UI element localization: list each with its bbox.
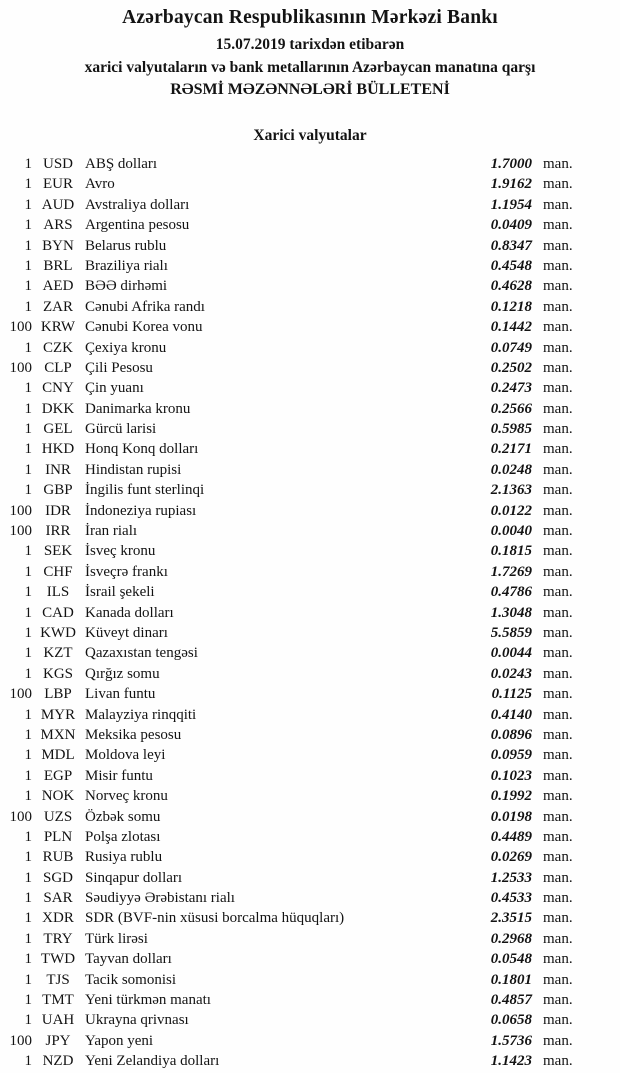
rate-value-cell: 1.3048 — [490, 604, 532, 621]
currency-code-cell: SGD — [42, 869, 73, 886]
currency-name-cell: Türk lirəsi — [85, 930, 148, 947]
currency-name-cell: Sinqapur dolları — [85, 869, 183, 886]
currency-name-cell: Argentina pesosu — [85, 217, 190, 234]
unit-cell: man. — [543, 604, 573, 621]
currency-name-cell: Qırğız somu — [85, 665, 160, 682]
currency-name-cell: Küveyt dinarı — [85, 624, 168, 641]
quantity-cell: 1 — [24, 461, 32, 478]
rate-value-cell: 1.7000 — [490, 156, 532, 172]
rate-value-cell: 0.0198 — [490, 808, 532, 825]
unit-cell: man. — [543, 910, 573, 927]
rate-row — [0, 888, 580, 908]
quantity-cell: 1 — [24, 849, 32, 866]
rate-row — [0, 725, 580, 745]
quantity-cell: 1 — [24, 1012, 32, 1029]
rate-row — [0, 297, 580, 317]
currency-name-cell: Avstraliya dolları — [85, 196, 190, 213]
quantity-cell: 1 — [24, 217, 32, 234]
currency-name-cell: Gürcü larisi — [85, 421, 157, 438]
rate-value-cell: 0.1992 — [490, 788, 532, 805]
currency-code-cell: INR — [45, 461, 71, 478]
rate-value-cell: 0.2566 — [490, 400, 532, 417]
rate-row — [0, 256, 580, 276]
currency-code-cell: CLP — [44, 359, 72, 376]
unit-cell: man. — [543, 828, 573, 845]
unit-cell: man. — [543, 523, 573, 540]
rate-row — [0, 1010, 580, 1030]
quantity-cell: 1 — [24, 400, 32, 417]
rate-value-cell: 0.1125 — [491, 686, 532, 703]
quantity-cell: 100 — [9, 686, 32, 703]
quantity-cell: 1 — [24, 237, 32, 254]
unit-cell: man. — [543, 1053, 573, 1070]
unit-cell: man. — [543, 237, 573, 254]
rate-value-cell: 0.0044 — [490, 645, 532, 662]
quantity-cell: 1 — [24, 971, 32, 988]
rate-value-cell: 1.7269 — [490, 563, 532, 580]
currency-code-cell: AUD — [41, 196, 75, 213]
unit-cell: man. — [543, 156, 573, 172]
currency-code-cell: UAH — [41, 1012, 75, 1029]
rate-row — [0, 154, 580, 174]
currency-code-cell: SEK — [43, 543, 73, 560]
quantity-cell: 1 — [24, 156, 32, 172]
currency-code-cell: CHF — [43, 563, 73, 580]
currency-name-cell: Qazaxıstan tengəsi — [85, 645, 198, 662]
currency-name-cell: Misir funtu — [85, 767, 153, 784]
rate-row — [0, 358, 580, 378]
currency-code-cell: EUR — [43, 176, 73, 193]
currency-name-cell: SDR (BVF-nin xüsusi borcalma hüquqları) — [85, 910, 345, 927]
rate-value-cell: 0.4533 — [490, 890, 532, 907]
unit-cell: man. — [543, 421, 573, 438]
quantity-cell: 1 — [24, 196, 32, 213]
unit-cell: man. — [543, 890, 573, 907]
unit-cell: man. — [543, 196, 573, 213]
rate-value-cell: 0.5985 — [490, 421, 532, 438]
rate-row — [0, 460, 580, 480]
rate-row — [0, 501, 580, 521]
unit-cell: man. — [543, 624, 573, 641]
document-header — [0, 0, 620, 99]
currency-code-cell: TWD — [40, 951, 76, 968]
currency-name-cell: Honq Konq dolları — [85, 441, 199, 458]
currency-code-cell: BRL — [43, 257, 73, 274]
rate-value-cell: 0.0040 — [490, 523, 532, 540]
rates-table — [0, 154, 620, 1072]
currency-code-cell: GEL — [43, 421, 73, 438]
currency-code-cell: IRR — [45, 523, 71, 540]
unit-cell: man. — [543, 726, 573, 743]
rate-value-cell: 5.5859 — [490, 624, 532, 641]
quantity-cell: 1 — [24, 951, 32, 968]
currency-code-cell: UZS — [43, 808, 73, 825]
rate-row — [0, 276, 580, 296]
currency-code-cell: KZT — [43, 645, 73, 662]
rate-row — [0, 827, 580, 847]
rate-value-cell: 1.1423 — [490, 1053, 532, 1070]
rate-value-cell: 1.9162 — [490, 176, 532, 193]
quantity-cell: 1 — [24, 278, 32, 295]
rate-value-cell: 0.2968 — [490, 930, 532, 947]
currency-code-cell: ILS — [46, 584, 70, 601]
rate-value-cell: 0.2502 — [490, 359, 532, 376]
currency-code-cell: IDR — [45, 502, 71, 519]
currency-name-cell: Malayziya rinqqiti — [85, 706, 197, 723]
unit-cell: man. — [543, 849, 573, 866]
unit-cell: man. — [543, 278, 573, 295]
rate-row — [0, 582, 580, 602]
quantity-cell: 100 — [9, 1032, 32, 1049]
currency-name-cell: Çin yuanı — [85, 380, 144, 397]
rate-row — [0, 664, 580, 684]
rate-value-cell: 0.1815 — [490, 543, 532, 560]
rate-value-cell: 0.8347 — [490, 237, 532, 254]
quantity-cell: 1 — [24, 665, 32, 682]
rate-value-cell: 0.4628 — [490, 278, 532, 295]
currency-code-cell: TJS — [46, 971, 70, 988]
unit-cell: man. — [543, 767, 573, 784]
rate-row — [0, 929, 580, 949]
currency-code-cell: RUB — [42, 849, 74, 866]
rate-row — [0, 399, 580, 419]
currency-code-cell: GBP — [43, 482, 73, 499]
unit-cell: man. — [543, 645, 573, 662]
unit-cell: man. — [543, 461, 573, 478]
currency-code-cell: MDL — [41, 747, 75, 764]
currency-name-cell: Yapon yeni — [85, 1032, 154, 1049]
rate-row — [0, 868, 580, 888]
currency-name-cell: Tayvan dolları — [85, 951, 172, 968]
rate-value-cell: 0.0749 — [490, 339, 532, 356]
currency-name-cell: İsveçrə frankı — [85, 563, 168, 580]
currency-code-cell: CAD — [42, 604, 74, 621]
unit-cell: man. — [543, 584, 573, 601]
rate-value-cell: 0.0243 — [490, 665, 532, 682]
rate-value-cell: 0.2171 — [490, 441, 532, 458]
currency-name-cell: Səudiyyə Ərəbistanı rialı — [85, 890, 235, 907]
unit-cell: man. — [543, 217, 573, 234]
quantity-cell: 1 — [24, 176, 32, 193]
rate-value-cell: 0.4857 — [490, 992, 532, 1009]
rate-value-cell: 0.0122 — [490, 502, 532, 519]
currency-name-cell: Meksika pesosu — [85, 726, 182, 743]
rate-row — [0, 603, 580, 623]
currency-code-cell: MXN — [40, 726, 76, 743]
quantity-cell: 1 — [24, 747, 32, 764]
currency-name-cell: Cənubi Afrika randı — [85, 298, 205, 315]
rate-row — [0, 970, 580, 990]
unit-cell: man. — [543, 400, 573, 417]
quantity-cell: 1 — [24, 726, 32, 743]
quantity-cell: 1 — [24, 441, 32, 458]
currency-name-cell: BƏƏ dirhəmi — [85, 278, 168, 295]
rate-value-cell: 0.1801 — [490, 971, 532, 988]
currency-name-cell: Çexiya kronu — [85, 339, 167, 356]
effective-date: 15.07.2019 tarixdən etibarən — [215, 36, 405, 53]
quantity-cell: 1 — [24, 930, 32, 947]
rate-row — [0, 949, 580, 969]
currency-name-cell: Kanada dolları — [85, 604, 174, 621]
rate-row — [0, 807, 580, 827]
quantity-cell: 1 — [24, 298, 32, 315]
currency-name-cell: Tacik somonisi — [85, 971, 177, 988]
currency-name-cell: Hindistan rupisi — [85, 461, 182, 478]
currency-name-cell: Cənubi Korea vonu — [85, 319, 203, 336]
currency-name-cell: Livan funtu — [85, 686, 156, 703]
currency-code-cell: ARS — [43, 217, 73, 234]
unit-cell: man. — [543, 319, 573, 336]
rate-value-cell: 0.0409 — [490, 217, 532, 234]
quantity-cell: 1 — [24, 706, 32, 723]
currency-name-cell: İndoneziya rupiası — [85, 502, 197, 519]
rate-value-cell: 1.1954 — [490, 196, 532, 213]
rate-value-cell: 0.4786 — [490, 584, 532, 601]
rate-row — [0, 562, 580, 582]
rate-row — [0, 541, 580, 561]
rate-row — [0, 236, 580, 256]
unit-cell: man. — [543, 339, 573, 356]
quantity-cell: 1 — [24, 604, 32, 621]
currency-code-cell: DKK — [41, 400, 75, 417]
unit-cell: man. — [543, 686, 573, 703]
currency-name-cell: Avro — [85, 176, 115, 193]
unit-cell: man. — [543, 380, 573, 397]
currency-code-cell: USD — [42, 156, 73, 172]
rate-row — [0, 480, 580, 500]
currency-code-cell: HKD — [41, 441, 75, 458]
unit-cell: man. — [543, 951, 573, 968]
rate-value-cell: 0.1023 — [490, 767, 532, 784]
quantity-cell: 100 — [9, 359, 32, 376]
unit-cell: man. — [543, 257, 573, 274]
quantity-cell: 100 — [9, 502, 32, 519]
section-title-foreign-currencies: Xarici valyutalar — [253, 127, 367, 144]
rate-row — [0, 684, 580, 704]
currency-code-cell: CNY — [42, 380, 74, 397]
quantity-cell: 1 — [24, 910, 32, 927]
rate-row — [0, 1031, 580, 1051]
currency-code-cell: TMT — [42, 992, 74, 1009]
unit-cell: man. — [543, 869, 573, 886]
quantity-cell: 1 — [24, 339, 32, 356]
currency-name-cell: Çili Pesosu — [85, 359, 153, 376]
rate-row — [0, 847, 580, 867]
rate-value-cell: 0.0548 — [490, 951, 532, 968]
quantity-cell: 1 — [24, 624, 32, 641]
rate-row — [0, 1051, 580, 1071]
rate-value-cell: 0.0896 — [490, 726, 532, 743]
rate-row — [0, 378, 580, 398]
unit-cell: man. — [543, 176, 573, 193]
rate-row — [0, 643, 580, 663]
currency-code-cell: NZD — [42, 1053, 74, 1070]
currency-name-cell: Danimarka kronu — [85, 400, 191, 417]
currency-name-cell: İngilis funt sterlinqi — [85, 482, 205, 499]
currency-name-cell: Norveç kronu — [85, 788, 168, 805]
unit-cell: man. — [543, 1032, 573, 1049]
quantity-cell: 1 — [24, 828, 32, 845]
currency-code-cell: PLN — [43, 828, 73, 845]
currency-code-cell: KWD — [40, 624, 76, 641]
rate-value-cell: 0.0269 — [490, 849, 532, 866]
currency-name-cell: Braziliya rialı — [85, 257, 168, 274]
rate-value-cell: 0.2473 — [490, 380, 532, 397]
currency-code-cell: KGS — [42, 665, 73, 682]
quantity-cell: 1 — [24, 788, 32, 805]
currency-code-cell: LBP — [44, 686, 72, 703]
quantity-cell: 1 — [24, 645, 32, 662]
rate-value-cell: 0.0959 — [490, 747, 532, 764]
quantity-cell: 1 — [24, 1053, 32, 1070]
rate-value-cell: 0.1442 — [490, 319, 532, 336]
bank-name-title: Azərbaycan Respublikasının Mərkəzi Bankı — [122, 7, 498, 28]
rate-row — [0, 317, 580, 337]
currency-name-cell: Özbək somu — [85, 808, 161, 825]
quantity-cell: 1 — [24, 380, 32, 397]
quantity-cell: 1 — [24, 257, 32, 274]
document-subtitle: xarici valyutaların və bank metallarının Azərbaycan manatına qarşı — [84, 59, 536, 76]
unit-cell: man. — [543, 359, 573, 376]
quantity-cell: 100 — [9, 523, 32, 540]
unit-cell: man. — [543, 1012, 573, 1029]
currency-code-cell: KRW — [40, 319, 76, 336]
currency-name-cell: İsrail şekeli — [85, 584, 155, 601]
currency-code-cell: TRY — [43, 930, 73, 947]
rate-row — [0, 521, 580, 541]
rate-row — [0, 419, 580, 439]
unit-cell: man. — [543, 706, 573, 723]
currency-code-cell: CZK — [43, 339, 73, 356]
currency-code-cell: MYR — [40, 706, 76, 723]
rate-value-cell: 2.1363 — [490, 482, 532, 499]
rate-row — [0, 705, 580, 725]
quantity-cell: 1 — [24, 869, 32, 886]
currency-name-cell: Rusiya rublu — [85, 849, 163, 866]
rate-row — [0, 786, 580, 806]
rate-row — [0, 766, 580, 786]
currency-name-cell: Belarus rublu — [85, 237, 167, 254]
currency-code-cell: SAR — [43, 890, 73, 907]
quantity-cell: 1 — [24, 482, 32, 499]
bulletin-title: RƏSMİ MƏZƏNNƏLƏRİ BÜLLETENİ — [170, 81, 450, 98]
quantity-cell: 1 — [24, 890, 32, 907]
currency-name-cell: İsveç kronu — [85, 543, 156, 560]
currency-code-cell: NOK — [41, 788, 75, 805]
currency-code-cell: BYN — [42, 237, 74, 254]
unit-cell: man. — [543, 502, 573, 519]
rate-value-cell: 1.2533 — [490, 869, 532, 886]
unit-cell: man. — [543, 971, 573, 988]
unit-cell: man. — [543, 930, 573, 947]
quantity-cell: 100 — [9, 319, 32, 336]
rate-value-cell: 1.5736 — [490, 1032, 532, 1049]
unit-cell: man. — [543, 747, 573, 764]
rate-row — [0, 623, 580, 643]
currency-name-cell: Yeni Zelandiya dolları — [85, 1053, 220, 1070]
quantity-cell: 1 — [24, 992, 32, 1009]
rate-value-cell: 0.4140 — [490, 706, 532, 723]
rate-value-cell: 0.0658 — [490, 1012, 532, 1029]
rate-row — [0, 990, 580, 1010]
rate-row — [0, 745, 580, 765]
rate-row — [0, 215, 580, 235]
currency-name-cell: Ukrayna qrivnası — [85, 1012, 189, 1029]
rate-row — [0, 439, 580, 459]
rate-row — [0, 195, 580, 215]
unit-cell: man. — [543, 808, 573, 825]
unit-cell: man. — [543, 441, 573, 458]
rate-value-cell: 0.1218 — [490, 298, 532, 315]
currency-name-cell: ABŞ dolları — [85, 156, 158, 172]
quantity-cell: 1 — [24, 421, 32, 438]
currency-name-cell: Moldova leyi — [85, 747, 166, 764]
rate-value-cell: 0.4489 — [490, 828, 532, 845]
rate-row — [0, 338, 580, 358]
currency-code-cell: AED — [42, 278, 74, 295]
currency-name-cell: İran rialı — [85, 523, 138, 540]
unit-cell: man. — [543, 298, 573, 315]
quantity-cell: 100 — [9, 808, 32, 825]
currency-name-cell: Polşa zlotası — [85, 828, 161, 845]
rate-row — [0, 908, 580, 928]
unit-cell: man. — [543, 563, 573, 580]
unit-cell: man. — [543, 788, 573, 805]
quantity-cell: 1 — [24, 767, 32, 784]
unit-cell: man. — [543, 543, 573, 560]
currency-code-cell: XDR — [42, 910, 74, 927]
quantity-cell: 1 — [24, 543, 32, 560]
unit-cell: man. — [543, 665, 573, 682]
rate-value-cell: 2.3515 — [490, 910, 532, 927]
unit-cell: man. — [543, 992, 573, 1009]
currency-code-cell: JPY — [45, 1032, 71, 1049]
rate-value-cell: 0.4548 — [490, 257, 532, 274]
currency-code-cell: ZAR — [43, 298, 73, 315]
quantity-cell: 1 — [24, 563, 32, 580]
quantity-cell: 1 — [24, 584, 32, 601]
rate-value-cell: 0.0248 — [490, 461, 532, 478]
rate-row — [0, 174, 580, 194]
currency-name-cell: Yeni türkmən manatı — [85, 992, 211, 1009]
currency-code-cell: EGP — [43, 767, 73, 784]
unit-cell: man. — [543, 482, 573, 499]
